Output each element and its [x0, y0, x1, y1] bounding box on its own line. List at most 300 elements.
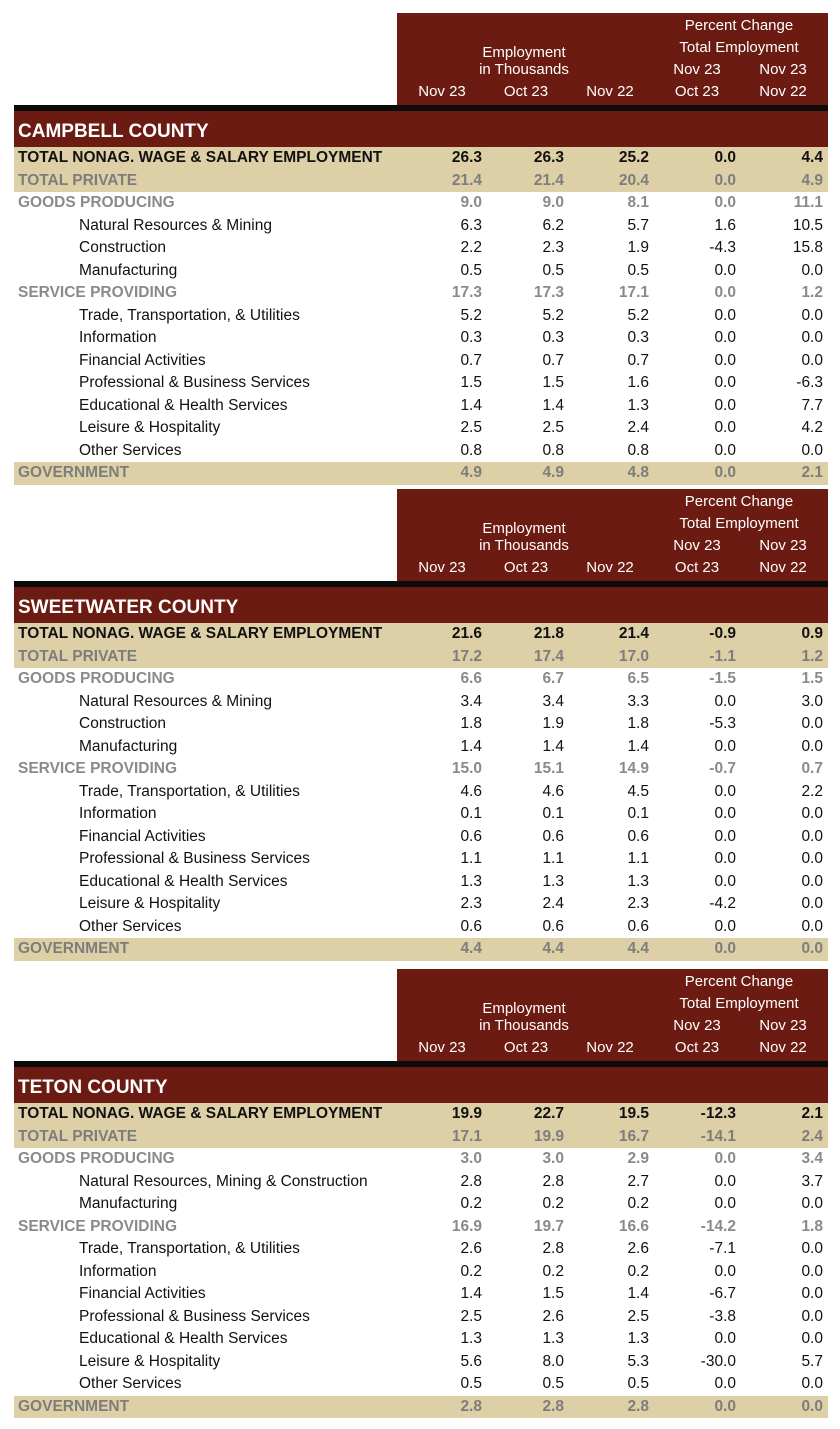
- row-label: GOODS PRODUCING: [18, 1150, 175, 1167]
- table-row: [14, 440, 828, 463]
- employment-label-line1: Employment: [482, 520, 566, 537]
- column-header: Oct 23: [503, 559, 549, 576]
- table-header: [14, 489, 828, 581]
- row-value: 1.5: [542, 1285, 564, 1302]
- row-value: 6.6: [460, 670, 482, 687]
- row-value: 2.6: [460, 1240, 482, 1257]
- row-value: 1.4: [460, 737, 482, 755]
- row-value: 5.3: [627, 1352, 649, 1370]
- row-value: 4.9: [801, 171, 823, 189]
- row-value: 0.0: [801, 917, 823, 935]
- row-value: 9.0: [460, 194, 482, 211]
- row-value: 2.2: [801, 782, 823, 800]
- row-value: 1.1: [542, 850, 564, 867]
- row-value: 0.0: [801, 261, 823, 279]
- row-label: Professional & Business Services: [79, 374, 310, 391]
- row-label: Leisure & Hospitality: [79, 419, 221, 436]
- row-label: GOODS PRODUCING: [18, 194, 175, 211]
- row-value: 0.0: [714, 464, 736, 481]
- row-value: 5.2: [627, 306, 649, 324]
- row-value: 17.3: [451, 284, 482, 301]
- row-value: 19.5: [618, 1105, 649, 1122]
- row-value: 0.8: [542, 441, 564, 459]
- row-value: 1.5: [801, 670, 823, 687]
- row-value: 4.9: [542, 464, 564, 481]
- row-value: 17.3: [533, 284, 564, 301]
- row-value: 2.8: [542, 1240, 564, 1257]
- table-row: [14, 395, 828, 418]
- row-value: 1.3: [542, 1330, 564, 1347]
- row-label: Construction: [79, 715, 167, 732]
- row-value: 0.0: [714, 419, 736, 436]
- table-row: [14, 691, 828, 714]
- percent-change-label: Percent Change: [684, 493, 794, 510]
- row-value: 0.0: [801, 737, 823, 755]
- row-value: 0.0: [714, 1262, 736, 1280]
- row-value: 0.0: [714, 261, 736, 279]
- row-label: Educational & Health Services: [79, 396, 288, 414]
- row-label: Information: [79, 805, 157, 822]
- row-value: 0.0: [714, 329, 736, 346]
- row-value: -0.7: [709, 760, 736, 777]
- row-value: 0.0: [801, 940, 823, 957]
- county-table: [14, 13, 828, 485]
- county-name: CAMPBELL COUNTY: [14, 111, 828, 147]
- row-value: -1.5: [709, 670, 736, 687]
- row-value: 1.8: [801, 1217, 823, 1235]
- row-label: Trade, Transportation, & Utilities: [79, 782, 300, 800]
- table-row: [14, 417, 828, 440]
- percent-change-header: [664, 15, 814, 59]
- employment-label-line2: in Thousands: [479, 61, 569, 78]
- table-header: [14, 13, 828, 105]
- row-value: 1.2: [801, 647, 823, 665]
- table-row: [14, 1306, 828, 1329]
- row-value: -30.0: [700, 1352, 736, 1370]
- row-value: 2.4: [801, 1127, 823, 1145]
- row-label: GOVERNMENT: [18, 464, 130, 481]
- row-label: TOTAL PRIVATE: [18, 647, 138, 665]
- row-value: 0.6: [460, 827, 482, 845]
- row-value: -5.3: [709, 715, 736, 732]
- row-value: 0.7: [801, 760, 823, 777]
- row-value: -4.3: [709, 239, 736, 256]
- row-value: -3.8: [709, 1307, 736, 1325]
- row-value: 1.2: [801, 284, 823, 301]
- row-value: 5.6: [460, 1352, 482, 1370]
- row-label: SERVICE PROVIDING: [18, 1217, 178, 1235]
- row-value: 0.8: [460, 441, 482, 459]
- row-value: 0.0: [714, 194, 736, 211]
- row-value: 1.8: [627, 715, 649, 732]
- row-value: 0.5: [627, 261, 649, 279]
- row-label: GOVERNMENT: [18, 1397, 130, 1415]
- row-value: 16.6: [618, 1217, 649, 1235]
- row-value: 4.2: [801, 419, 823, 436]
- table-row: [14, 170, 828, 193]
- column-header: Nov 23: [418, 83, 466, 100]
- row-label: TOTAL PRIVATE: [18, 171, 138, 189]
- row-value: 1.4: [542, 396, 564, 414]
- row-value: 0.3: [627, 329, 649, 346]
- row-value: 1.8: [460, 715, 482, 732]
- row-value: 17.0: [618, 647, 649, 665]
- row-label: TOTAL NONAG. WAGE & SALARY EMPLOYMENT: [18, 1105, 383, 1122]
- row-value: 0.0: [714, 737, 736, 755]
- row-value: 2.3: [542, 239, 564, 256]
- column-header: Oct 23: [503, 1039, 549, 1056]
- row-value: 0.0: [801, 872, 823, 890]
- row-value: 2.8: [542, 1172, 564, 1190]
- row-value: -12.3: [700, 1105, 736, 1122]
- row-value: 0.0: [714, 306, 736, 324]
- row-value: 0.9: [801, 625, 823, 642]
- row-label: Natural Resources & Mining: [79, 692, 272, 710]
- county-table: [14, 969, 828, 1418]
- row-value: 3.7: [801, 1172, 823, 1190]
- row-value: 0.0: [714, 1375, 736, 1392]
- column-header: Oct 23: [674, 83, 720, 100]
- row-label: Financial Activities: [79, 351, 206, 369]
- row-value: 6.2: [542, 216, 564, 234]
- row-value: 2.4: [627, 419, 649, 436]
- row-value: 21.8: [533, 625, 564, 642]
- table-row: [14, 646, 828, 669]
- row-value: 20.4: [618, 171, 649, 189]
- row-value: 1.1: [627, 850, 649, 867]
- row-value: 0.6: [627, 827, 649, 845]
- table-row: [14, 916, 828, 939]
- row-value: 3.0: [460, 1150, 482, 1167]
- row-value: 0.0: [714, 782, 736, 800]
- row-value: 0.2: [542, 1262, 564, 1280]
- row-value: 1.4: [542, 737, 564, 755]
- row-value: 0.0: [714, 149, 736, 166]
- row-value: 17.1: [618, 284, 649, 301]
- employment-label-line1: Employment: [482, 1000, 566, 1017]
- row-value: 0.0: [714, 850, 736, 867]
- column-header: Nov 23: [418, 1039, 466, 1056]
- row-label: Leisure & Hospitality: [79, 895, 221, 912]
- row-label: Leisure & Hospitality: [79, 1352, 221, 1370]
- row-value: 0.0: [714, 805, 736, 822]
- row-label: TOTAL PRIVATE: [18, 1127, 138, 1145]
- row-label: Educational & Health Services: [79, 1330, 288, 1347]
- column-header-top: Nov 23: [759, 537, 807, 554]
- row-label: Professional & Business Services: [79, 850, 310, 867]
- table-row: [14, 1126, 828, 1149]
- row-value: 26.3: [533, 149, 564, 166]
- row-value: 0.6: [542, 917, 564, 935]
- row-value: 0.5: [542, 261, 564, 279]
- column-header: Oct 23: [674, 1039, 720, 1056]
- row-value: 0.0: [801, 329, 823, 346]
- table-row: [14, 803, 828, 826]
- percent-change-header: [664, 971, 814, 1015]
- row-value: -6.7: [709, 1285, 736, 1302]
- row-value: 2.8: [627, 1397, 649, 1415]
- table-row: [14, 1171, 828, 1194]
- table-row: [14, 848, 828, 871]
- table-row: [14, 1103, 828, 1126]
- row-value: 4.4: [801, 149, 823, 166]
- column-header: Oct 23: [503, 83, 549, 100]
- row-value: 19.7: [533, 1217, 564, 1235]
- row-value: 8.0: [542, 1352, 564, 1370]
- row-label: SERVICE PROVIDING: [18, 284, 178, 301]
- row-label: Manufacturing: [79, 737, 178, 755]
- row-value: 19.9: [533, 1127, 564, 1145]
- row-value: 0.0: [801, 805, 823, 822]
- table-row: [14, 623, 828, 646]
- row-value: 4.4: [460, 940, 482, 957]
- row-value: 5.7: [627, 216, 649, 234]
- row-value: 2.5: [542, 419, 564, 436]
- table-row: [14, 260, 828, 283]
- row-label: Information: [79, 329, 157, 346]
- row-value: 0.0: [801, 441, 823, 459]
- row-value: 4.4: [627, 940, 649, 957]
- row-value: 0.5: [460, 1375, 482, 1392]
- total-employment-label: Total Employment: [679, 995, 799, 1012]
- row-value: 4.6: [460, 782, 482, 800]
- row-value: 0.0: [801, 1262, 823, 1280]
- employment-header: [469, 520, 579, 554]
- row-value: 2.5: [627, 1307, 649, 1325]
- row-value: 0.0: [714, 940, 736, 957]
- row-value: 1.3: [627, 396, 649, 414]
- row-value: 0.0: [714, 872, 736, 890]
- county-name: TETON COUNTY: [14, 1067, 828, 1103]
- row-value: 16.7: [618, 1127, 649, 1145]
- row-value: 5.2: [542, 306, 564, 324]
- row-value: 0.0: [714, 917, 736, 935]
- row-value: 1.3: [460, 1330, 482, 1347]
- table-row: [14, 147, 828, 170]
- row-value: 4.6: [542, 782, 564, 800]
- row-value: -0.9: [709, 625, 736, 642]
- column-header: Nov 22: [759, 559, 807, 576]
- row-value: 0.2: [627, 1262, 649, 1280]
- row-value: 0.0: [801, 715, 823, 732]
- county-name: SWEETWATER COUNTY: [14, 587, 828, 623]
- row-value: 1.3: [627, 1330, 649, 1347]
- row-value: 0.0: [714, 692, 736, 710]
- table-row: [14, 713, 828, 736]
- table-row: [14, 192, 828, 215]
- row-value: 0.3: [460, 329, 482, 346]
- row-value: 0.0: [714, 441, 736, 459]
- table-row: [14, 781, 828, 804]
- row-value: 1.9: [542, 715, 564, 732]
- table-row: [14, 938, 828, 961]
- row-value: 0.0: [801, 1240, 823, 1257]
- row-value: 0.0: [801, 1330, 823, 1347]
- row-value: 1.6: [627, 374, 649, 391]
- row-value: 1.3: [460, 872, 482, 890]
- row-value: 0.5: [460, 261, 482, 279]
- row-label: SERVICE PROVIDING: [18, 760, 178, 777]
- row-value: 6.3: [460, 216, 482, 234]
- column-header-top: Nov 23: [673, 1017, 721, 1034]
- row-value: 22.7: [533, 1105, 564, 1122]
- row-label: Manufacturing: [79, 261, 178, 279]
- row-label: Other Services: [79, 441, 182, 459]
- table-row: [14, 758, 828, 781]
- row-value: 0.2: [542, 1195, 564, 1212]
- row-value: 1.6: [714, 216, 736, 234]
- column-header: Nov 22: [586, 559, 634, 576]
- row-value: 0.0: [801, 1375, 823, 1392]
- row-label: Trade, Transportation, & Utilities: [79, 1240, 300, 1257]
- row-value: 25.2: [618, 149, 649, 166]
- row-value: -14.1: [700, 1127, 736, 1145]
- row-value: 0.2: [627, 1195, 649, 1212]
- row-value: 0.0: [714, 827, 736, 845]
- row-value: 10.5: [792, 216, 823, 234]
- row-value: 9.0: [542, 194, 564, 211]
- employment-header: [469, 1000, 579, 1034]
- row-value: 2.6: [627, 1240, 649, 1257]
- row-value: 17.2: [451, 647, 482, 665]
- column-header: Nov 22: [759, 1039, 807, 1056]
- table-row: [14, 893, 828, 916]
- row-value: 5.7: [801, 1352, 823, 1370]
- row-value: 26.3: [451, 149, 482, 166]
- row-value: 0.0: [801, 850, 823, 867]
- row-value: 0.8: [627, 441, 649, 459]
- row-value: 0.5: [627, 1375, 649, 1392]
- row-value: 0.0: [801, 1397, 823, 1415]
- row-value: 16.9: [451, 1217, 482, 1235]
- row-label: Natural Resources, Mining & Construction: [79, 1172, 368, 1190]
- row-value: 1.9: [627, 239, 649, 256]
- row-value: 11.1: [793, 194, 823, 211]
- row-value: 0.0: [801, 1285, 823, 1302]
- row-value: 0.0: [801, 1307, 823, 1325]
- row-value: 0.0: [801, 351, 823, 369]
- row-value: 6.7: [542, 670, 564, 687]
- row-label: Information: [79, 1262, 157, 1280]
- table-row: [14, 826, 828, 849]
- column-header: Nov 23: [418, 559, 466, 576]
- row-value: 21.4: [618, 625, 649, 642]
- table-row: [14, 1216, 828, 1239]
- row-value: 0.2: [460, 1262, 482, 1280]
- row-value: 1.5: [542, 374, 564, 391]
- table-row: [14, 350, 828, 373]
- table-row: [14, 372, 828, 395]
- row-value: 1.3: [627, 872, 649, 890]
- total-employment-label: Total Employment: [679, 39, 799, 56]
- row-label: TOTAL NONAG. WAGE & SALARY EMPLOYMENT: [18, 625, 383, 642]
- employment-header: [469, 44, 579, 78]
- table-row: [14, 237, 828, 260]
- row-value: 0.0: [801, 306, 823, 324]
- row-label: Professional & Business Services: [79, 1307, 310, 1325]
- row-value: 14.9: [618, 760, 649, 777]
- table-row: [14, 1193, 828, 1216]
- row-value: 0.0: [714, 171, 736, 189]
- row-value: 0.6: [460, 917, 482, 935]
- row-label: GOODS PRODUCING: [18, 670, 175, 687]
- row-value: 1.1: [460, 850, 482, 867]
- column-header-top: Nov 23: [759, 61, 807, 78]
- row-label: Financial Activities: [79, 1285, 206, 1302]
- employment-label-line2: in Thousands: [479, 1017, 569, 1034]
- row-value: 0.0: [714, 1150, 736, 1167]
- row-label: Trade, Transportation, & Utilities: [79, 306, 300, 324]
- row-value: 4.9: [460, 464, 482, 481]
- row-value: 2.1: [801, 464, 823, 481]
- row-label: Financial Activities: [79, 827, 206, 845]
- row-value: 15.0: [451, 760, 482, 777]
- column-header: Nov 22: [759, 83, 807, 100]
- row-value: 6.5: [627, 670, 649, 687]
- row-value: 1.4: [460, 396, 482, 414]
- row-value: 8.1: [627, 194, 649, 211]
- column-header: Oct 23: [674, 559, 720, 576]
- row-value: 1.4: [627, 1285, 649, 1302]
- row-value: 0.1: [627, 805, 649, 822]
- row-value: 2.4: [542, 895, 564, 912]
- row-value: 4.5: [627, 782, 649, 800]
- row-value: 0.0: [801, 1195, 823, 1212]
- row-value: 2.8: [542, 1397, 564, 1415]
- row-value: 0.2: [460, 1195, 482, 1212]
- percent-change-header: [664, 491, 814, 535]
- row-value: 1.4: [627, 737, 649, 755]
- row-label: Natural Resources & Mining: [79, 216, 272, 234]
- row-value: -1.1: [709, 647, 736, 665]
- row-value: 5.2: [460, 306, 482, 324]
- row-value: 0.7: [627, 351, 649, 369]
- row-label: Other Services: [79, 1375, 182, 1392]
- table-row: [14, 305, 828, 328]
- row-value: 2.5: [460, 419, 482, 436]
- table-row: [14, 215, 828, 238]
- row-value: -6.3: [796, 374, 823, 391]
- row-label: Other Services: [79, 917, 182, 935]
- row-value: 0.0: [714, 1195, 736, 1212]
- row-value: 1.4: [460, 1285, 482, 1302]
- row-value: 21.4: [533, 171, 564, 189]
- row-value: 17.1: [451, 1127, 482, 1145]
- row-value: 3.3: [627, 692, 649, 710]
- column-header-top: Nov 23: [673, 537, 721, 554]
- row-value: 3.0: [801, 692, 823, 710]
- row-value: 4.8: [627, 464, 649, 481]
- row-label: TOTAL NONAG. WAGE & SALARY EMPLOYMENT: [18, 149, 383, 166]
- row-value: 19.9: [451, 1105, 482, 1122]
- employment-label-line2: in Thousands: [479, 537, 569, 554]
- row-value: 0.0: [714, 1330, 736, 1347]
- row-value: 2.8: [460, 1397, 482, 1415]
- column-header: Nov 22: [586, 1039, 634, 1056]
- row-value: 2.6: [542, 1307, 564, 1325]
- row-value: 2.5: [460, 1307, 482, 1325]
- row-value: 0.1: [460, 805, 482, 822]
- row-value: 4.4: [542, 940, 564, 957]
- row-value: 3.4: [460, 692, 482, 710]
- row-value: -7.1: [709, 1240, 736, 1257]
- row-value: 0.1: [542, 805, 564, 822]
- row-value: -14.2: [700, 1217, 736, 1235]
- table-row: [14, 1351, 828, 1374]
- table-row: [14, 871, 828, 894]
- row-value: 3.4: [542, 692, 564, 710]
- table-row: [14, 668, 828, 691]
